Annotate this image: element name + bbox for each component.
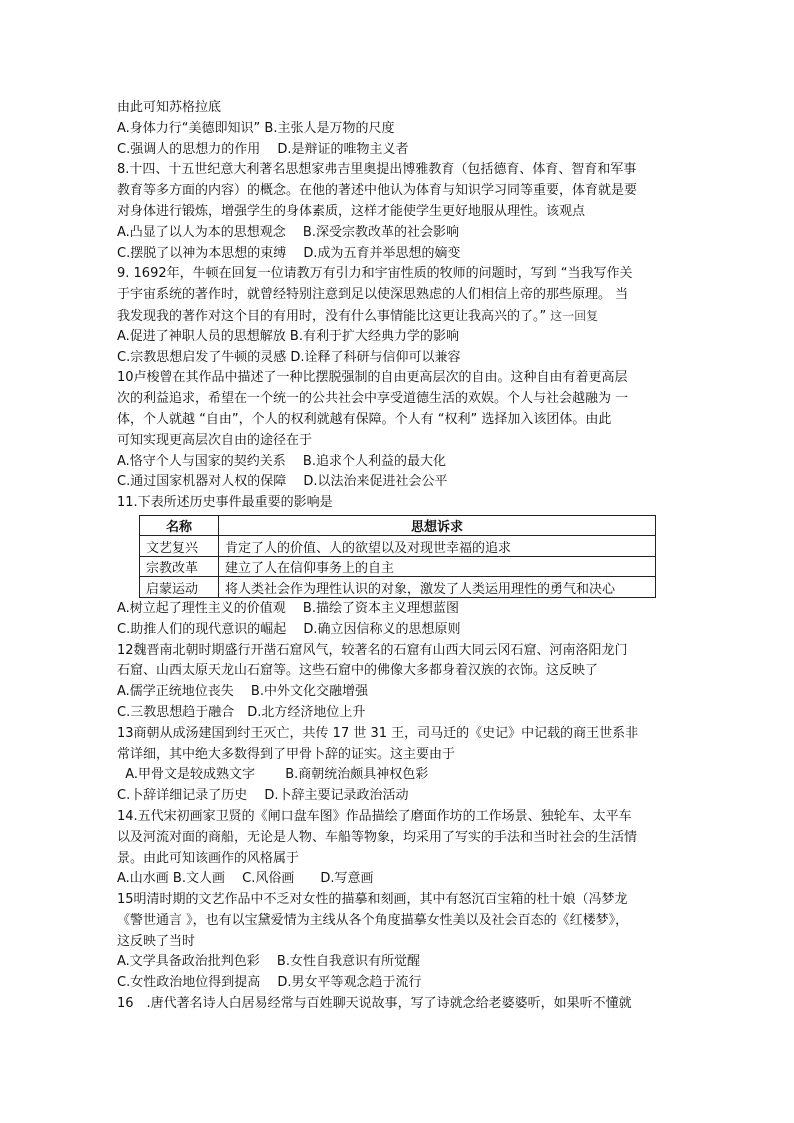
- question-11: 11.下表所述历史事件最重要的影响是: [117, 495, 333, 511]
- text-segment: 我发现我的著作对这个目的有用时，没有什么事情能比这更让我高兴的了。”: [117, 308, 547, 324]
- option-line: C.女性政治地位得到提高 D.男女平等观念趋于流行: [117, 975, 422, 991]
- table-header: 名称: [140, 515, 219, 536]
- text-segment-serif: 这一回复: [546, 308, 599, 323]
- option-line: A.甲骨文是较成熟文字 B.商朝统治颇具神权色彩: [117, 767, 429, 783]
- option-line: A.凸显了以人为本的思想观念 B.深受宗教改革的社会影响: [117, 224, 459, 240]
- text-line: 次的利益追求，希望在一个统一的公共社会中享受道德生活的欢娱。个人与社会越融为 一: [117, 391, 629, 407]
- table-cell: 建立了人在信仰事务上的自主: [219, 556, 656, 577]
- text-line: 教育等多方面的内容）的概念。在他的著述中他认为体育与知识学习同等重要，体育就是要: [117, 183, 638, 199]
- text-line: 体，个人就越 “自由”，个人的权利就越有保障。个人有 “权利” 选择加入该团体。由此: [117, 411, 612, 427]
- option-line: A.儒学正统地位丧失 B.中外文化交融增强: [117, 684, 368, 700]
- option-line: C.通过国家机器对人权的保障 D.以法治来促进社会公平: [117, 474, 448, 490]
- option-line: A.身体力行“美德即知识” B.主张人是万物的尺度: [117, 120, 395, 136]
- table-cell: 宗教改革: [140, 556, 219, 577]
- table-row: [140, 556, 656, 577]
- question-13: 13商朝从成汤建国到纣王灭亡，共传 17 世 31 王，司马迁的《史记》中记载的商王世系非: [117, 725, 639, 741]
- table-cell: 将人类社会作为理性认识的对象，激发了人类运用理性的勇气和决心: [219, 577, 656, 598]
- table-cell: 启蒙运动: [140, 577, 219, 598]
- option-line: C.三教思想趋于融合 D.北方经济地位上升: [117, 704, 366, 720]
- table-header: 思想诉求: [219, 515, 656, 536]
- text-line: 于宇宙系统的著作时，就曾经特别注意到足以使深思熟虑的人们相信上帝的那些原理。 当: [117, 287, 629, 303]
- option-line: A.促进了神职人员的思想解放 B.有利于扩大经典力学的影响: [117, 328, 459, 344]
- option-line: A.恪守个人与国家的契约关系 B.追求个人利益的最大化: [117, 453, 446, 469]
- option-line: A.山水画 B.文人画 C.风俗画 D.写意画: [117, 871, 374, 887]
- option-line: C.强调人的思想力的作用 D.是辩证的唯物主义者: [117, 141, 409, 157]
- text-line: 石窟、山西太原天龙山石窟等。这些石窟中的佛像大多都身着汉族的衣饰。这反映了: [117, 663, 599, 679]
- question-8: 8.十四、十五世纪意大利著名思想家弗吉里奥提出博雅教育（包括德育、体育、智育和军事: [117, 162, 637, 178]
- thought-table: [139, 515, 656, 598]
- option-line: A.树立起了理性主义的价值观 B.描绘了资本主义理想蓝图: [117, 600, 459, 616]
- text-line: 这反映了当时: [117, 933, 196, 949]
- question-9: 9. 1692年，牛顿在回复一位请教万有引力和宇宙性质的牧师的问题时，写到 “当我写作关: [117, 266, 633, 282]
- question-10: 10卢梭曾在其作品中描述了一种比摆脱强制的自由更高层次的自由。这种自由有着更高层: [117, 370, 628, 386]
- question-12: 12魏晋南北朝时期盛行开凿石窟风气，较著名的石窟有山西大同云冈石窟、河南洛阳龙门: [117, 642, 628, 658]
- option-line: C.宗教思想启发了牛顿的灵感 D.诠释了科研与信仰可以兼容: [117, 349, 461, 365]
- text-line: 以及河流对面的商船，无论是人物、车船等物象，均采用了写实的手法和当时社会的生活情: [117, 829, 638, 845]
- text-line: 对身体进行锻炼，增强学生的身体素质，这样才能使学生更好地服从理性。该观点: [117, 203, 586, 219]
- option-line: C.摆脱了以神为本思想的束缚 D.成为五育并举思想的嫡变: [117, 245, 461, 261]
- table-cell: 文艺复兴: [140, 536, 219, 557]
- option-line: C.卜辞详细记录了历史 D.卜辞主要记录政治活动: [117, 788, 409, 804]
- text-line: 常详细，其中绝大多数得到了甲骨卜辞的证实。这主要由于: [117, 746, 456, 762]
- option-line: C.助推人们的现代意识的崛起 D.确立因信称义的思想原则: [117, 621, 461, 637]
- table-header-row: [140, 515, 656, 536]
- text-line: [117, 306, 677, 327]
- question-16: 16 .唐代著名诗人白居易经常与百姓聊天说故事，写了诗就念给老婆婆听，如果听不懂就: [117, 996, 632, 1012]
- text-line: 景。由此可知该画作的风格属于: [117, 850, 300, 866]
- text-line: 可知实现更高层次自由的途径在于: [117, 432, 313, 448]
- table-cell: 肯定了人的价值、人的欲望以及对现世幸福的追求: [219, 536, 656, 557]
- table-row: [140, 536, 656, 557]
- question-15: 15明清时期的文艺作品中不乏对女性的描摹和刻画，其中有怒沉百宝箱的杜十娘（冯梦龙: [117, 892, 628, 908]
- text-line: 《警世通言 》，也有以宝黛爱情为主线从各个角度描摹女性美以及社会百态的《红楼梦》，: [117, 912, 629, 928]
- option-line: A.文学具备政治批判色彩 B.女性自我意识有所觉醒: [117, 954, 420, 970]
- text-line: 由此可知苏格拉底: [117, 100, 222, 115]
- table-row: [140, 577, 656, 598]
- question-14: 14.五代宋初画家卫贤的《闸口盘车图》作品描绘了磨面作坊的工作场景、独轮车、太平车: [117, 808, 632, 824]
- exam-page: [117, 98, 677, 1015]
